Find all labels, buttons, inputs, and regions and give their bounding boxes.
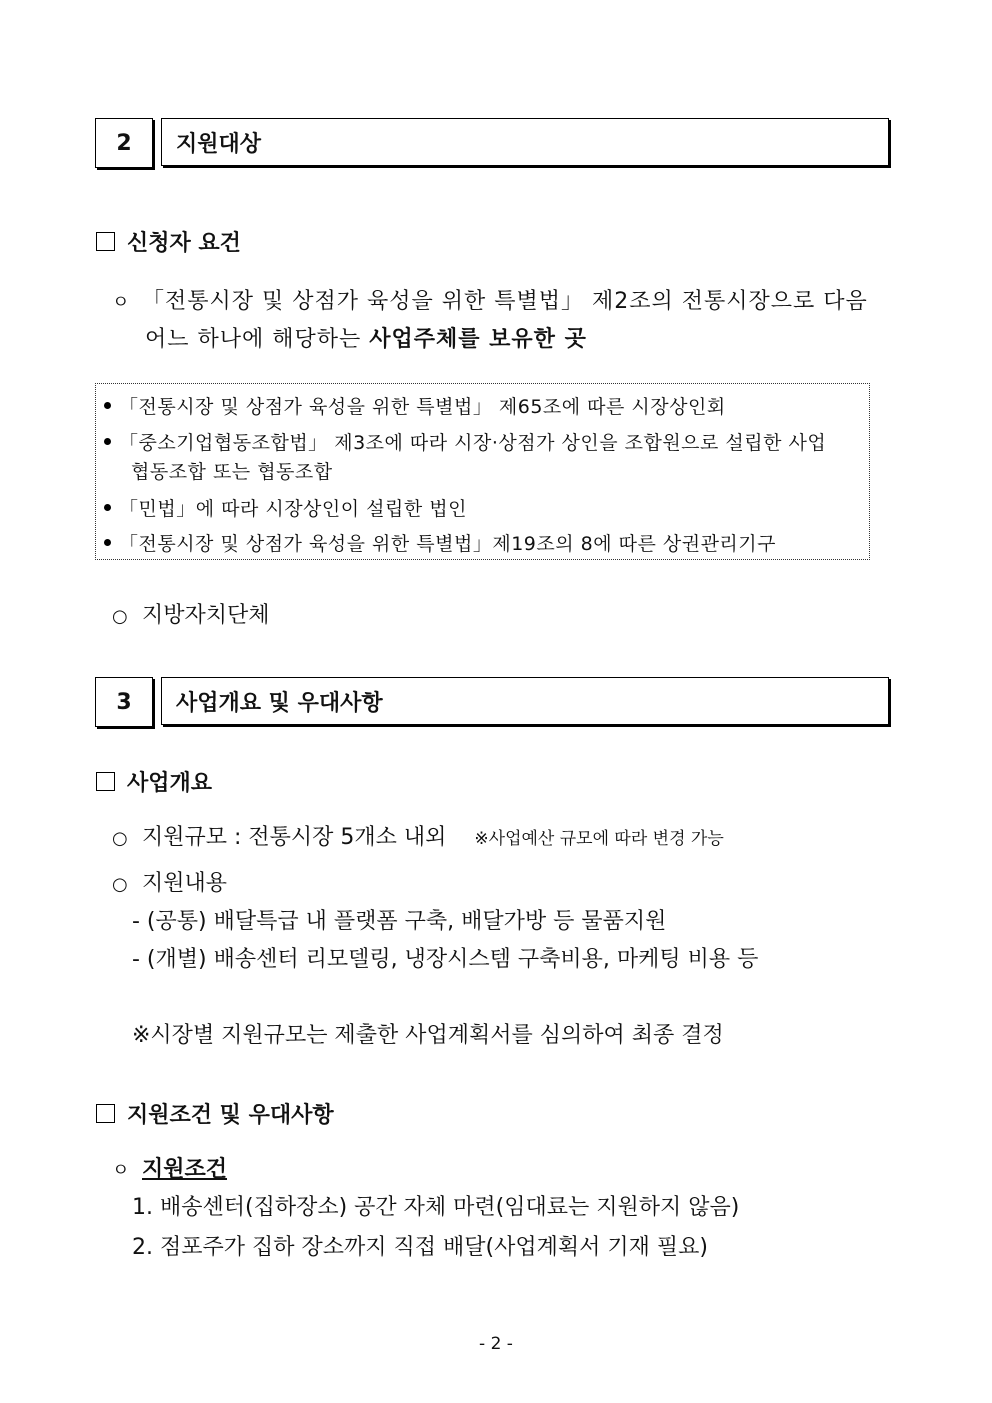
square-bullet-icon <box>96 232 115 251</box>
box-item-text: 「민법」에 따라 시장상인이 설립한 법인 <box>119 498 467 520</box>
section-number: 2 <box>95 118 153 168</box>
box-item-continuation <box>131 457 333 484</box>
condition-item: 1. 배송센터(집하장소) 공간 자체 마련(임대료는 지원하지 않음) <box>132 1195 740 1220</box>
main-text-bold: 사업주체를 보유한 곳 <box>369 327 587 352</box>
box-item <box>104 494 467 521</box>
content-label-line <box>112 866 227 897</box>
circle-bullet-icon: ○ <box>112 828 128 849</box>
circle-bullet-icon: ○ <box>112 606 128 627</box>
scale-note: ※사업예산 규모에 따라 변경 가능 <box>474 829 724 849</box>
conditions-sub-label: 지원조건 <box>142 1157 228 1182</box>
box-item <box>104 529 776 556</box>
content-item: - (개별) 배송센터 리모델링, 냉장시스템 구축비용, 마케팅 비용 등 <box>132 947 759 972</box>
main-text-prefix: 어느 하나에 해당하는 <box>145 327 370 352</box>
box-item-text: 「중소기업협동조합법」 제3조에 따라 시장·상점가 상인을 조합원으로 설립한 사업 <box>119 432 827 454</box>
main-text: 「전통시장 및 상점가 육성을 위한 특별법」 제2조의 전통시장으로 다음 <box>142 289 868 314</box>
circle-bullet-icon: ㅇ <box>112 292 131 313</box>
bullet-dot-icon <box>104 438 111 445</box>
bullet-dot-icon <box>104 504 111 511</box>
section-2-header <box>95 118 895 168</box>
section-3-header <box>95 677 895 727</box>
local-gov-line <box>112 598 270 629</box>
eligibility-box <box>95 383 870 560</box>
applicant-main-line-1 <box>112 284 868 315</box>
circle-bullet-icon: ○ <box>112 874 128 895</box>
page-number: - 2 - <box>479 1334 513 1354</box>
circle-bullet-icon: ㅇ <box>112 1160 130 1181</box>
box-item <box>104 428 826 455</box>
conditions-sub-line <box>112 1152 239 1183</box>
square-bullet-icon <box>96 1104 115 1123</box>
local-gov-text: 지방자치단체 <box>142 603 270 628</box>
box-item-text: 협동조합 또는 협동조합 <box>131 461 333 483</box>
scale-line <box>112 820 724 851</box>
content-label: 지원내용 <box>142 871 228 896</box>
box-item-text: 「전통시장 및 상점가 육성을 위한 특별법」 제65조에 따른 시장상인회 <box>119 396 726 418</box>
applicant-heading <box>96 226 241 257</box>
section-title: 사업개요 및 우대사항 <box>161 677 889 725</box>
conditions-heading <box>96 1098 334 1129</box>
section-title: 지원대상 <box>161 118 889 166</box>
heading-text: 사업개요 <box>127 771 213 796</box>
overview-note: ※시장별 지원규모는 제출한 사업계획서를 심의하여 최종 결정 <box>132 1023 724 1048</box>
box-item-text: 「전통시장 및 상점가 육성을 위한 특별법」제19조의 8에 따른 상권관리기구 <box>119 533 776 555</box>
heading-text: 신청자 요건 <box>127 231 241 256</box>
applicant-main-line-2 <box>145 322 587 353</box>
section-number: 3 <box>95 677 153 727</box>
bullet-dot-icon <box>104 539 111 546</box>
square-bullet-icon <box>96 772 115 791</box>
bullet-dot-icon <box>104 402 111 409</box>
overview-heading <box>96 766 212 797</box>
content-item: - (공통) 배달특급 내 플랫폼 구축, 배달가방 등 물품지원 <box>132 909 667 934</box>
scale-text: 지원규모 : 전통시장 5개소 내외 <box>142 825 447 850</box>
condition-item: 2. 점포주가 집하 장소까지 직접 배달(사업계획서 기재 필요) <box>132 1235 708 1260</box>
heading-text: 지원조건 및 우대사항 <box>127 1103 334 1128</box>
box-item <box>104 392 726 419</box>
